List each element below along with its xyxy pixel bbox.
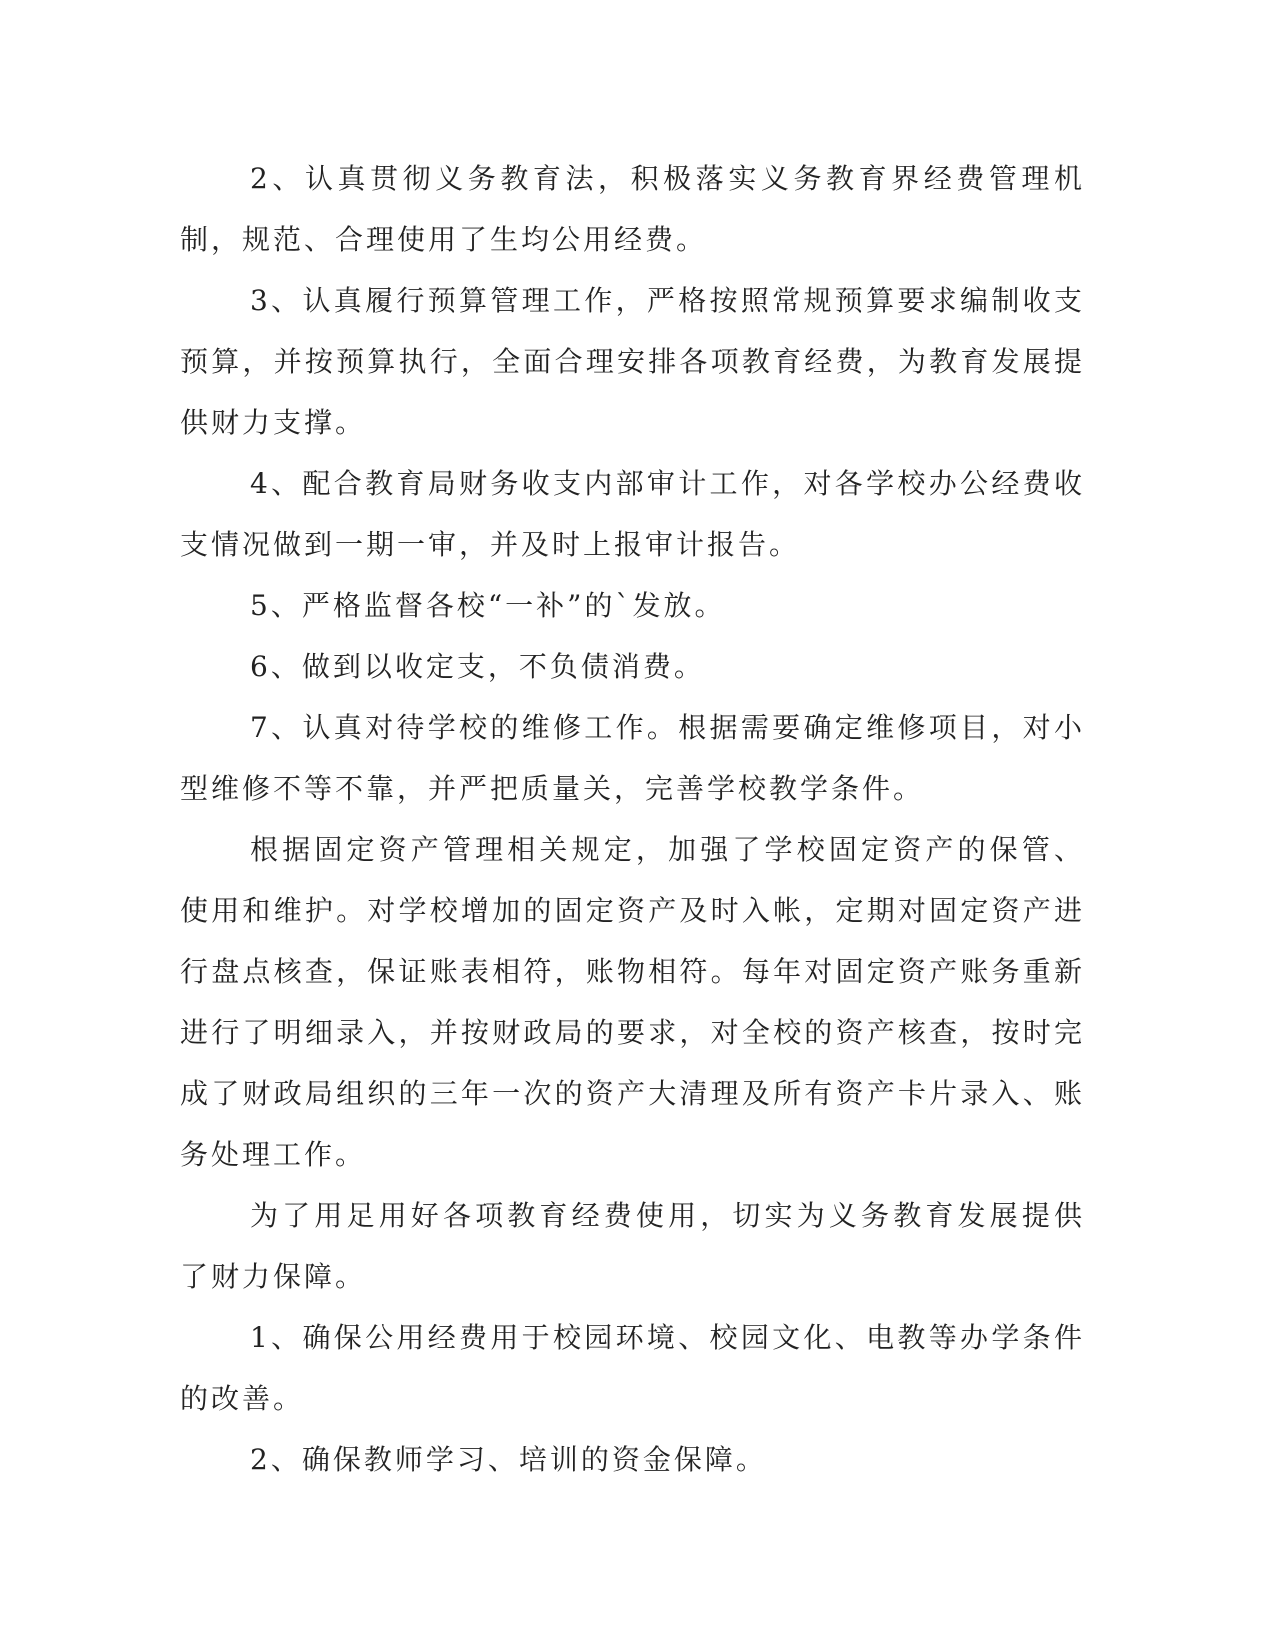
paragraph-item-1-public-funds: 1、确保公用经费用于校园环境、校园文化、电教等办学条件的改善。 bbox=[180, 1321, 1085, 1415]
paragraph-item-6-no-debt: 6、做到以收定支，不负债消费。 bbox=[250, 650, 705, 683]
paragraph-funding-guarantee: 为了用足用好各项教育经费使用，切实为义务教育发展提供了财力保障。 bbox=[180, 1199, 1085, 1293]
paragraph-item-2-fund-mechanism: 2、认真贯彻义务教育法，积极落实义务教育界经费管理机制，规范、合理使用了生均公用经费。 bbox=[180, 162, 1085, 256]
document-body bbox=[180, 148, 1085, 1490]
paragraph-fixed-assets: 根据固定资产管理相关规定，加强了学校固定资产的保管、使用和维护。对学校增加的固定资产及时入帐，定期对固定资产进行盘点核查，保证账表相符，账物相符。每年对固定资产账务重新进行了明细录入，并按财政局的要求，对全校的资产核查，按时完成了财政局组织的三年一次的资产大清理及所有资产卡片录入、账务处理工作。 bbox=[180, 833, 1085, 1171]
paragraph-item-2-teacher-training: 2、确保教师学习、培训的资金保障。 bbox=[250, 1443, 767, 1476]
paragraph-item-5-subsidy: 5、严格监督各校“一补”的`发放。 bbox=[250, 589, 726, 622]
paragraph-item-4-audit: 4、配合教育局财务收支内部审计工作，对各学校办公经费收支情况做到一期一审，并及时上报审计报告。 bbox=[180, 467, 1085, 561]
paragraph-item-7-maintenance: 7、认真对待学校的维修工作。根据需要确定维修项目，对小型维修不等不靠，并严把质量关，完善学校教学条件。 bbox=[180, 711, 1085, 805]
paragraph-item-3-budget: 3、认真履行预算管理工作，严格按照常规预算要求编制收支预算，并按预算执行，全面合理安排各项教育经费，为教育发展提供财力支撑。 bbox=[180, 284, 1085, 439]
